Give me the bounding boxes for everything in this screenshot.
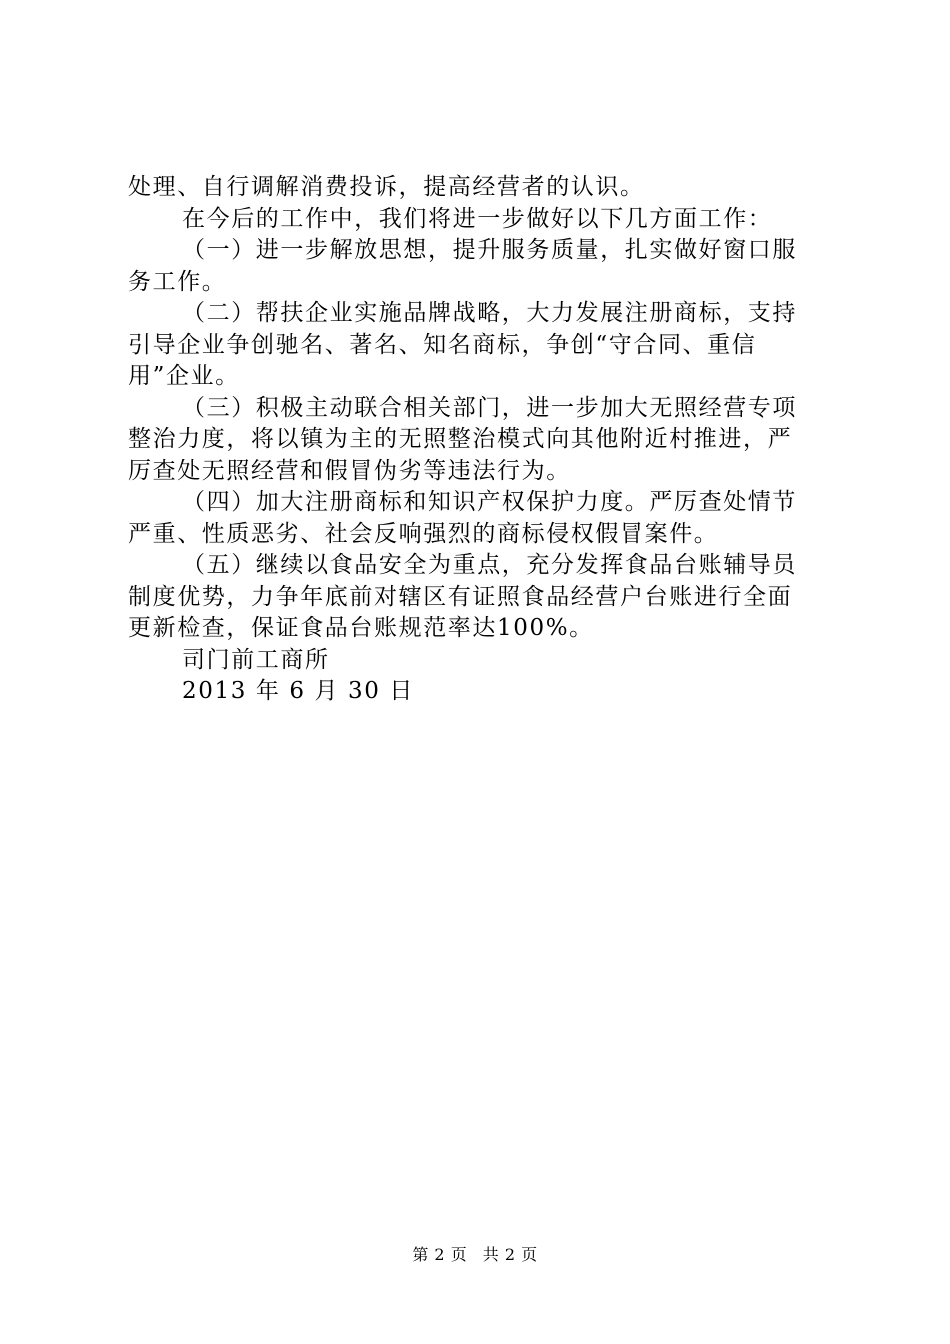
paragraph-line: （一）进一步解放思想，提升服务质量，扎实做好窗口服	[182, 237, 797, 263]
paragraph-line: 务工作。	[128, 268, 227, 295]
paragraph-line: 在今后的工作中，我们将进一步做好以下几方面工作：	[182, 205, 773, 232]
paragraph-line: （二）帮扶企业实施品牌战略，大力发展注册商标，支持	[182, 300, 797, 326]
page-total: 共 2 页	[482, 1245, 538, 1264]
page-footer	[0, 1245, 950, 1265]
document-body	[128, 172, 832, 708]
paragraph-line: 厉查处无照经营和假冒伪劣等违法行为。	[128, 457, 571, 484]
paragraph-line: （三）积极主动联合相关部门，进一步加大无照经营专项	[182, 394, 797, 421]
paragraph-line: （五）继续以食品安全为重点，充分发挥食品台账辅导员	[182, 552, 797, 578]
paragraph-line: 整治力度，将以镇为主的无照整治模式向其他附近村推进，严	[128, 426, 793, 452]
document-date: 2013 年 6 月 30 日	[182, 678, 414, 704]
signature: 司门前工商所	[182, 646, 330, 673]
paragraph-line: 用”企业。	[128, 363, 240, 389]
paragraph-line: 处理、自行调解消费投诉，提高经营者的认识。	[128, 174, 645, 200]
paragraph-line: （四）加大注册商标和知识产权保护力度。严厉查处情节	[182, 489, 797, 515]
paragraph-line: 引导企业争创驰名、著名、知名商标，争创“守合同、重信	[128, 331, 757, 358]
paragraph-line: 更新检查，保证食品台账规范率达100%。	[128, 615, 594, 641]
paragraph-line: 严重、性质恶劣、社会反响强烈的商标侵权假冒案件。	[128, 520, 719, 547]
paragraph-line: 制度优势，力争年底前对辖区有证照食品经营户台账进行全面	[128, 583, 793, 610]
page-number: 第 2 页	[412, 1245, 468, 1264]
